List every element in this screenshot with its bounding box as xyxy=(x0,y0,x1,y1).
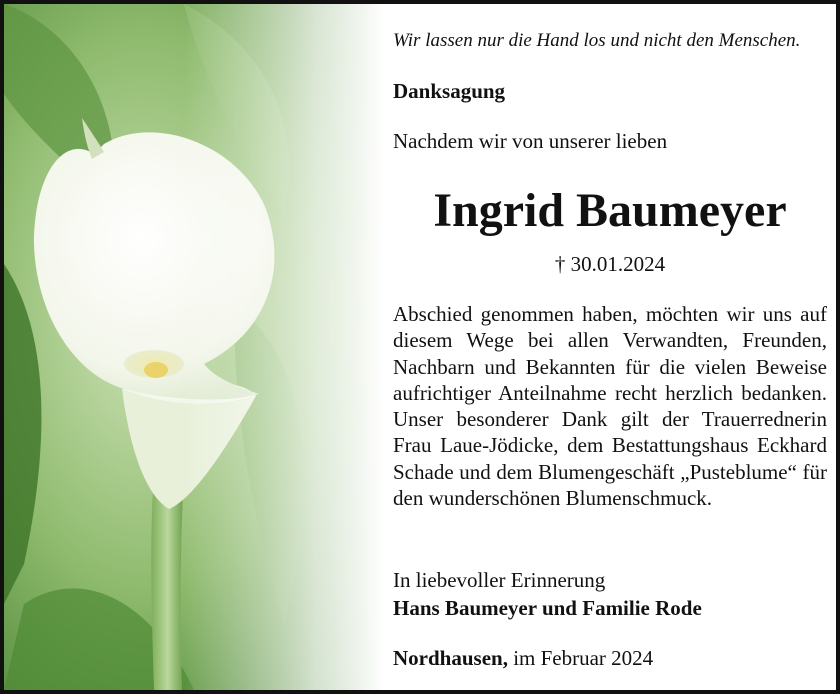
deceased-name: Ingrid Baumeyer xyxy=(433,184,787,237)
heading: Danksagung xyxy=(393,79,506,103)
closing-line: In liebevoller Erinnerung xyxy=(393,568,606,592)
death-date: † 30.01.2024 xyxy=(554,252,666,276)
intro-line: Nachdem wir von unserer lieben xyxy=(393,129,668,153)
signers: Hans Baumeyer und Familie Rode xyxy=(393,596,702,620)
calla-lily-image xyxy=(4,4,404,690)
place-date xyxy=(393,644,653,672)
motto: Wir lassen nur die Hand los und nicht den Menschen. xyxy=(393,30,801,51)
place: Nordhausen, xyxy=(393,646,508,670)
thank-you-text: Abschied genommen haben, möchten wir uns auf diesem Wege bei allen Verwandten, Freunden, Nachbarn und Bekannten für die vielen Beweise aufrichtiger Anteilnahme recht herzlich bedanken. Unser besonderer Dank gilt der Trauerrednerin Frau Laue-Jödicke, dem Bestattungshaus Eckhard Schade und dem Blumengeschäft „Pusteblume“ für den wunderschönen Blumenschmuck. xyxy=(393,302,827,511)
date-line: im Februar 2024 xyxy=(513,646,654,670)
